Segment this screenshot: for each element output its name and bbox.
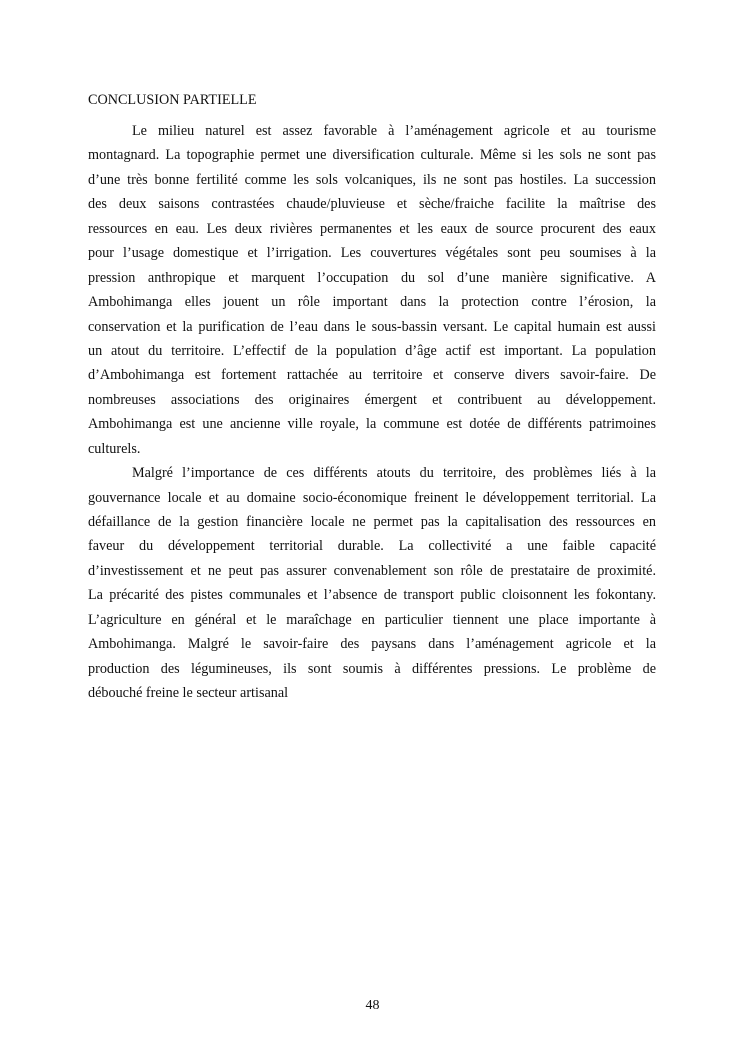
- section-heading: CONCLUSION PARTIELLE: [88, 92, 257, 108]
- text-line: Ambohimanga elles jouent un rôle important dans la protection contre l’érosion, la: [88, 294, 656, 311]
- page-number: 48: [365, 998, 380, 1013]
- text-line: La précarité des pistes communales et l’absence de transport public cloisonnent les fokontany.: [88, 587, 656, 604]
- text-line: d’investissement et ne peut pas assurer convenablement son rôle de prestataire de proximité.: [88, 562, 656, 579]
- text-line: gouvernance locale et au domaine socio-économique freinent le développement territorial. La: [88, 489, 656, 506]
- text-line: ressources en eau. Les deux rivières permanentes et les eaux de source procurent des eaux: [88, 220, 656, 237]
- text-line: pour l’usage domestique et l’irrigation. Les couvertures végétales sont peu soumises à la: [88, 245, 656, 262]
- text-line: faveur du développement territorial durable. La collectivité a une faible capacité: [88, 538, 656, 555]
- text-line: production des légumineuses, ils sont soumis à différentes pressions. Le problème de: [88, 660, 656, 677]
- text-line: montagnard. La topographie permet une diversification culturale. Même si les sols ne sont pas: [88, 147, 656, 164]
- text-line: Ambohimanga est une ancienne ville royale, la commune est dotée de différents patrimoines: [88, 416, 656, 433]
- text-line: culturels.: [88, 440, 141, 457]
- text-line: défaillance de la gestion financière locale ne permet pas la capitalisation des ressources en: [88, 514, 656, 530]
- text-line: pression anthropique et marquent l’occupation du sol d’une manière significative. A: [88, 269, 656, 286]
- text-line: des deux saisons contrastées chaude/pluvieuse et sèche/fraiche facilite la maîtrise des: [88, 196, 656, 213]
- text-line: un atout du territoire. L’effectif de la population d’âge actif est important. La population: [88, 342, 656, 359]
- text-line: Ambohimanga. Malgré le savoir-faire des paysans dans l’aménagement agricole et la: [88, 636, 656, 653]
- text-line: débouché freine le secteur artisanal: [88, 685, 289, 702]
- text-line: d’une très bonne fertilité comme les sols volcaniques, ils ne sont pas hostiles. La succession: [88, 171, 656, 188]
- text-line: L’agriculture en général et le maraîchage en particulier tiennent une place importante à: [88, 611, 656, 628]
- text-line: nombreuses associations des originaires émergent et contribuent au développement.: [88, 391, 656, 408]
- text-line: Malgré l’importance de ces différents atouts du territoire, des problèmes liés à la: [132, 465, 656, 482]
- text-line: Le milieu naturel est assez favorable à l’aménagement agricole et au tourisme: [132, 123, 656, 139]
- text-line: d’Ambohimanga est fortement rattachée au territoire et conserve divers savoir-faire. De: [88, 367, 656, 384]
- body-text: [88, 119, 656, 706]
- text-line: conservation et la purification de l’eau dans le sous-bassin versant. Le capital humain est aussi: [88, 318, 656, 335]
- paragraph-2: [88, 461, 656, 705]
- paragraph-1: [88, 119, 656, 461]
